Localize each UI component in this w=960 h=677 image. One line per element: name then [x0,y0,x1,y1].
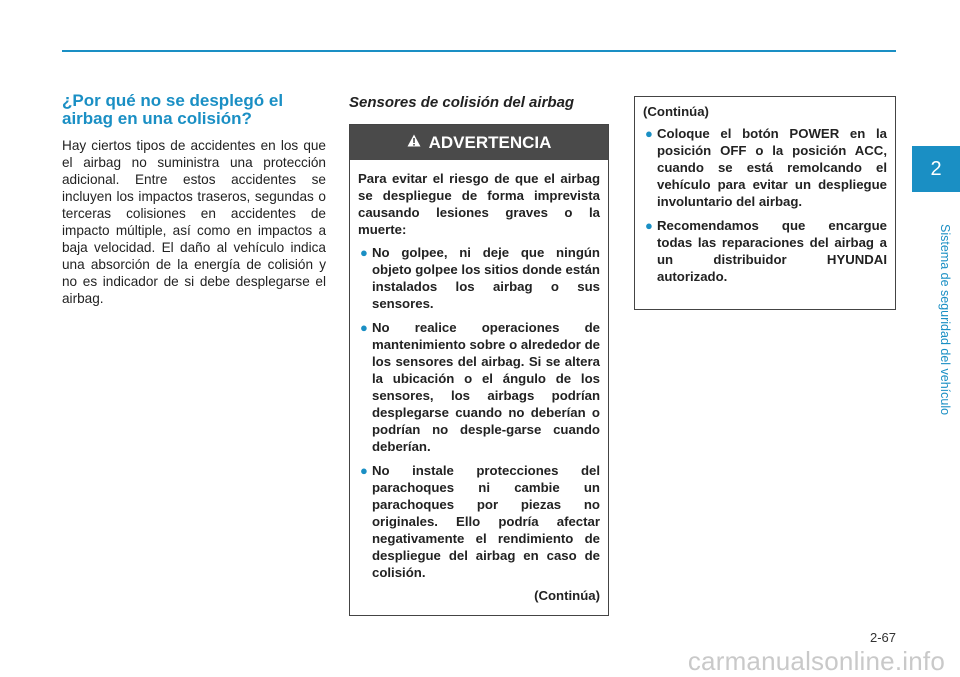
bullet-icon: ● [360,245,368,260]
warning-header [350,125,608,160]
page-number: 2-67 [869,630,896,645]
bullet-icon: ● [360,463,368,478]
left-column [62,92,326,307]
warning-title: ADVERTENCIA [428,132,552,152]
list-item: ● No golpee, ni deje que ningún objeto golpee los sitios donde están instalados los airbag o sus sensores. [360,245,600,311]
continues-label: (Continúa) [534,588,600,603]
warning-bullets [358,244,600,581]
section-heading: ¿Por qué no se desplegó el airbag en una colisión? [62,91,284,128]
bullet-icon: ● [645,218,653,233]
top-rule [62,50,896,52]
list-item: ● No instale protecciones del parachoques ni cambie un parachoques por piezas no originales. Ello podría afectar negativamente el rendimiento de despliegue del airbag en caso de colisión. [360,463,600,580]
list-item: ● Recomendamos que encargue todas las reparaciones del airbag a un distribuidor HYUNDAI autorizado. [645,218,887,284]
chapter-tab[interactable] [912,146,960,192]
bullet-icon: ● [645,126,653,141]
list-item: ● Coloque el botón POWER en la posición OFF o la posición ACC, cuando se está remolcando el vehículo para evitar un despliegue involuntario del airbag. [645,126,887,209]
continued-box [634,96,896,310]
warning-box [349,124,609,616]
watermark: carmanualsonline.info [687,646,945,676]
continued-bullets [643,125,887,285]
bullet-icon: ● [360,320,368,335]
section-body: Hay ciertos tipos de accidentes en los que el airbag no suministra una protección adicional. Entre estos accidentes se incluyen los impactos traseros, segundas o terceras colisiones en accidentes de impacto múltiple, así como en impactos a baja velocidad. El daño al vehículo indica una absorción de la energía de colisión y no es indicador de si debe desplegarse el airbag. [62,138,326,306]
warning-body [350,160,608,603]
warning-intro: Para evitar el riesgo de que el airbag se despliegue de forma imprevista causando lesiones graves o la muerte: [358,171,600,237]
warning-triangle-icon [407,134,421,151]
continued-title: (Continúa) [643,104,709,119]
chapter-number: 2 [930,157,942,180]
list-item: ● No realice operaciones de mantenimiento sobre o alrededor de los sensores del airbag. Si se altera la ubicación o el ángulo de los sensores, los airbags podrían desplegarse cuando no deberían o podrían no desple-garse cuando deberían. [360,320,600,454]
sensors-heading: Sensores de colisión del airbag [349,94,575,111]
chapter-title: Sistema de seguridad del vehículo [938,224,952,416]
